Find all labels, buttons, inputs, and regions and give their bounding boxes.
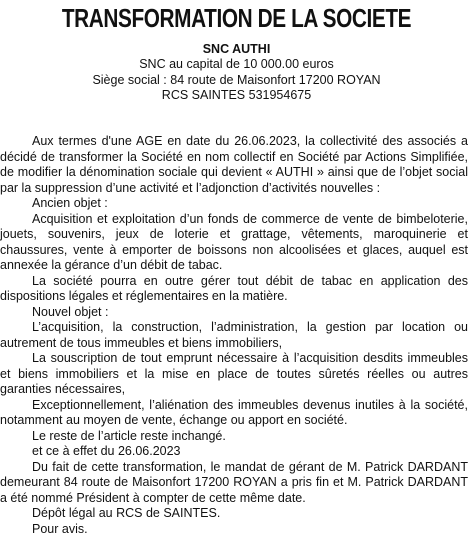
paragraph-new-purpose: L’acquisition, la construction, l’administration, la gestion par location ou autrement de tous immeubles et biens immobiliers,: [0, 320, 468, 351]
paragraph-filing: Dépôt légal au RCS de SAINTES.: [0, 506, 468, 522]
notice-title: TRANSFORMATION DE LA SOCIETE: [47, 4, 425, 32]
company-name: SNC AUTHI: [0, 42, 473, 57]
company-capital: SNC au capital de 10 000.00 euros: [0, 57, 473, 72]
paragraph-president: Du fait de cette transformation, le mandat de gérant de M. Patrick DARDANT demeurant 84 route de Maisonfort 17200 ROYAN a pris fin et M. Patrick DARDANT a été nommé Président à compter de cette même date.: [0, 460, 468, 507]
paragraph-effective-date: et ce à effet du 26.06.2023: [0, 444, 468, 460]
paragraph-old-purpose-heading: Ancien objet :: [0, 196, 468, 212]
paragraph-age-decision: Aux termes d'une AGE en date du 26.06.2023, la collectivité des associés a décidé de transformer la Société en nom collectif en Société par Actions Simplifiée, de modifier la dénomination sociale qui devient « AUTHI » ainsi que de l’objet social par la suppression d’une activité et l’adjonction d’activités nouvelles :: [0, 134, 468, 196]
company-header: [0, 42, 473, 104]
notice-body: [0, 134, 468, 537]
company-address: Siège social : 84 route de Maisonfort 17200 ROYAN: [0, 73, 473, 88]
paragraph-new-purpose-heading: Nouvel objet :: [0, 305, 468, 321]
paragraph-loans: La souscription de tout emprunt nécessaire à l’acquisition desdits immeubles et biens immobiliers et la mise en place de toutes sûretés réelles ou autres garanties nécessaires,: [0, 351, 468, 398]
paragraph-alienation: Exceptionnellement, l’aliénation des immeubles devenus inutiles à la société, notamment au moyen de vente, échange ou apport en société.: [0, 398, 468, 429]
paragraph-unchanged: Le reste de l’article reste inchangé.: [0, 429, 468, 445]
paragraph-closing: Pour avis.: [0, 522, 468, 537]
paragraph-old-purpose: Acquisition et exploitation d’un fonds de commerce de vente de bimbeloterie, jouets, souvenirs, jeux de loterie et grattage, vêtements, maroquinerie et chaussures, vente à emporter de boissons non alcoolisées et glaces, auquel est annexée la gérance d’un débit de tabac.: [0, 212, 468, 274]
paragraph-tobacco: La société pourra en outre gérer tout débit de tabac en application des dispositions légales et réglementaires en la matière.: [0, 274, 468, 305]
company-registry: RCS SAINTES 531954675: [0, 88, 473, 103]
